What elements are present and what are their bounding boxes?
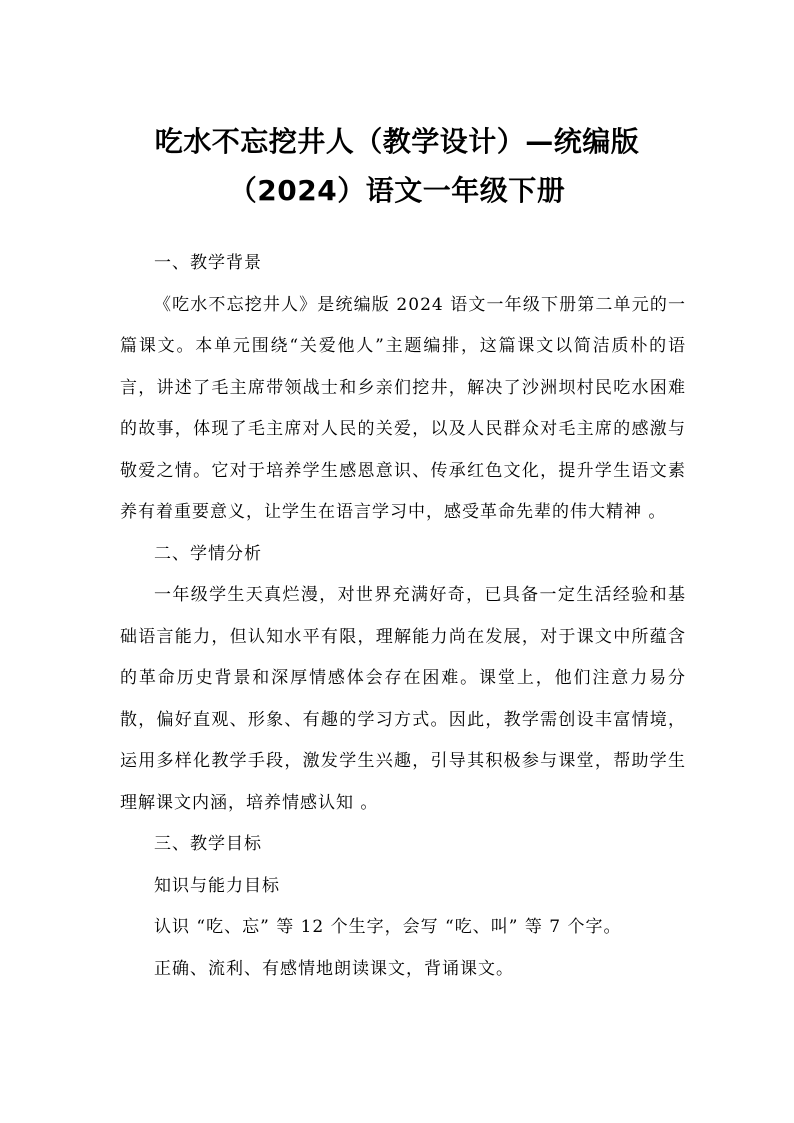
document-title-line2: （2024）语文一年级下册 xyxy=(228,174,566,207)
paragraph-analysis: 一年级学生天真烂漫，对世界充满好奇，已具备一定生活经验和基础语言能力，但认知水平有限，理解能力尚在发展，对于课文中所蕴含的革命历史背景和深厚情感体会存在困难。课堂上，他们注意力易分散，偏好直观、形象、有趣的学习方式。因此，教学需创设丰富情境，运用多样化教学手段，激发学生兴趣，引导其积极参与课堂，帮助学生理解课文内涵，培养情感认知 。 xyxy=(120,585,686,813)
paragraph-background: 《吃水不忘挖井人》是统编版 2024 语文一年级下册第二单元的一篇课文。本单元围绕“关爱他人”主题编排，这篇课文以简洁质朴的语言，讲述了毛主席带领战士和乡亲们挖井，解决了沙洲坝村民吃水困难的故事，体现了毛主席对人民的关爱，以及人民群众对毛主席的感激与敬爱之情。它对于培养学生感恩意识、传承红色文化，提升学生语文素养有着重要意义，让学生在语言学习中，感受革命先辈的伟大精神 。 xyxy=(120,294,686,522)
goal-item: 正确、流利、有感情地朗读课文，背诵课文。 xyxy=(154,958,514,979)
subheading-knowledge-goals: 知识与能力目标 xyxy=(154,875,280,896)
goal-item: 认识 “吃、忘” 等 12 个生字，会写 “吃、叫” 等 7 个字。 xyxy=(154,917,622,937)
section-heading-analysis: 二、学情分析 xyxy=(154,543,262,564)
section-heading-background: 一、教学背景 xyxy=(154,253,262,273)
document-body xyxy=(120,243,686,990)
section-heading-goals: 三、教学目标 xyxy=(154,834,262,854)
document-title-line1: 吃水不忘挖井人（教学设计）—统编版 xyxy=(154,125,640,158)
